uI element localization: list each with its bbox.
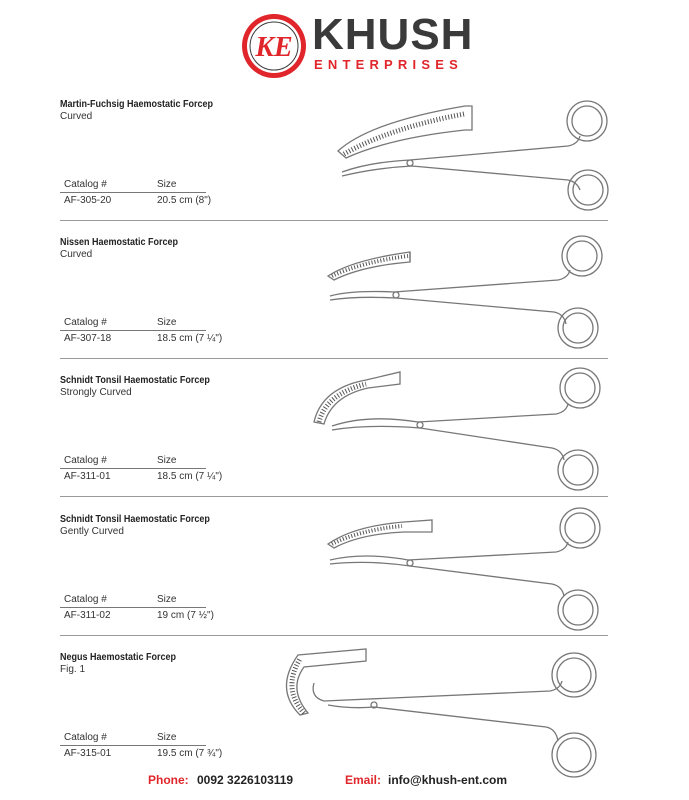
product-subtitle: Curved bbox=[60, 111, 93, 122]
product-title: Nissen Haemostatic Forcep bbox=[60, 237, 179, 248]
divider bbox=[60, 496, 608, 497]
catalog-header: Catalog # bbox=[64, 455, 107, 466]
size-value: 19 cm (7 ½") bbox=[157, 610, 214, 621]
ke-monogram-icon bbox=[240, 12, 308, 80]
size-value: 18.5 cm (7 ¼") bbox=[157, 471, 223, 482]
phone-number[interactable]: 0092 3226103119 bbox=[197, 773, 294, 787]
size-header: Size bbox=[157, 455, 177, 466]
email-label: Email: bbox=[345, 773, 382, 787]
size-value: 19.5 cm (7 ¾") bbox=[157, 748, 223, 759]
brand-logo bbox=[0, 0, 689, 90]
brand-subtitle: ENTERPRISES bbox=[314, 57, 463, 72]
product-title: Negus Haemostatic Forcep bbox=[60, 652, 177, 663]
product-subtitle: Strongly Curved bbox=[60, 387, 132, 398]
size-header: Size bbox=[157, 317, 177, 328]
forcep-illustration bbox=[308, 364, 608, 494]
forcep-illustration bbox=[324, 504, 610, 632]
forcep-illustration bbox=[322, 234, 612, 356]
divider bbox=[60, 358, 608, 359]
product-title: Schnidt Tonsil Haemostatic Forcep bbox=[60, 375, 210, 386]
forcep-illustration bbox=[330, 96, 620, 218]
monogram-text: KE bbox=[255, 32, 293, 63]
product-subtitle: Curved bbox=[60, 249, 93, 260]
size-header: Size bbox=[157, 179, 177, 190]
catalog-number: AF-311-01 bbox=[64, 471, 111, 482]
forcep-illustration bbox=[270, 645, 610, 781]
brand-name: KHUSH bbox=[312, 10, 474, 59]
size-value: 18.5 cm (7 ¼") bbox=[157, 333, 223, 344]
contact-footer bbox=[0, 773, 689, 791]
email-link[interactable]: info@khush-ent.com bbox=[388, 773, 508, 787]
catalog-header: Catalog # bbox=[64, 179, 107, 190]
size-header: Size bbox=[157, 732, 177, 743]
size-header: Size bbox=[157, 594, 177, 605]
product-title: Martin-Fuchsig Haemostatic Forcep bbox=[60, 99, 214, 110]
catalog-number: AF-305-20 bbox=[64, 195, 112, 206]
catalog-number: AF-315-01 bbox=[64, 748, 112, 759]
catalog-number: AF-307-18 bbox=[64, 333, 112, 344]
product-title: Schnidt Tonsil Haemostatic Forcep bbox=[60, 514, 210, 525]
phone-label: Phone: bbox=[148, 773, 189, 787]
product-subtitle: Gently Curved bbox=[60, 526, 124, 537]
product-subtitle: Fig. 1 bbox=[60, 664, 86, 675]
size-value: 20.5 cm (8") bbox=[157, 195, 212, 206]
catalog-header: Catalog # bbox=[64, 317, 107, 328]
divider bbox=[60, 635, 608, 636]
catalog-number: AF-311-02 bbox=[64, 610, 111, 621]
catalog-header: Catalog # bbox=[64, 732, 107, 743]
catalog-header: Catalog # bbox=[64, 594, 107, 605]
divider bbox=[60, 220, 608, 221]
